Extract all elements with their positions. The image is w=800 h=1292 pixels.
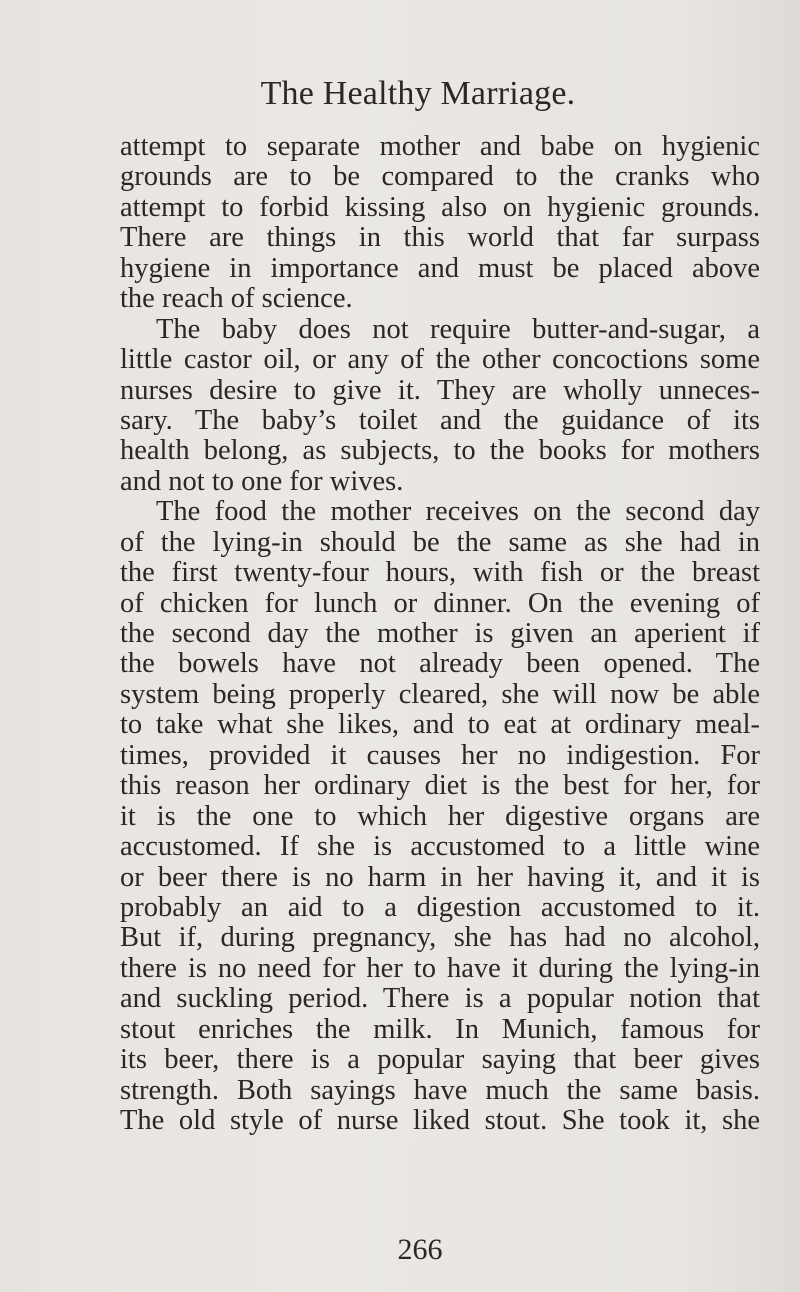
text-line: the second day the mother is given an aperient if bbox=[120, 618, 760, 649]
text-line: the reach of science. bbox=[120, 283, 353, 315]
text-line: it is the one to which her digestive organs are bbox=[120, 800, 760, 832]
text-line: But if, during pregnancy, she has had no alcohol, bbox=[120, 922, 760, 954]
text-line: sary. The baby’s toilet and the guidance of its bbox=[120, 404, 760, 436]
text-line: the first twenty-four hours, with fish or the breast bbox=[120, 557, 760, 589]
text-line: hygiene in importance and must be placed above bbox=[120, 252, 760, 284]
text-line: times, provided it causes her no indigestion. For bbox=[120, 739, 760, 771]
body-text bbox=[120, 132, 760, 1136]
text-line: nurses desire to give it. They are wholly unneces- bbox=[120, 374, 760, 406]
text-line: to take what she likes, and to eat at ordinary meal- bbox=[120, 709, 760, 741]
text-line: There are things in this world that far surpass bbox=[120, 222, 760, 254]
text-line: of the lying-in should be the same as she had in bbox=[120, 526, 760, 558]
text-line: little castor oil, or any of the other concoctions some bbox=[120, 344, 760, 376]
text-line: this reason her ordinary diet is the best for her, for bbox=[120, 770, 760, 802]
text-line: probably an aid to a digestion accustomed to it. bbox=[120, 891, 760, 923]
text-line: and not to one for wives. bbox=[120, 465, 404, 497]
text-line: The baby does not require butter-and-sugar, a bbox=[156, 313, 760, 345]
text-line: The food the mother receives on the second day bbox=[156, 496, 760, 528]
text-line: health belong, as subjects, to the books for mothers bbox=[120, 435, 760, 467]
text-line: grounds are to be compared to the cranks who bbox=[120, 161, 760, 193]
text-line: accustomed. If she is accustomed to a little wine bbox=[120, 831, 760, 863]
text-line: of chicken for lunch or dinner. On the evening of bbox=[120, 587, 760, 619]
text-line: its beer, there is a popular saying that beer gives bbox=[120, 1044, 760, 1076]
text-line: stout enriches the milk. In Munich, famous for bbox=[120, 1013, 760, 1045]
text-line: and suckling period. There is a popular notion that bbox=[120, 983, 760, 1015]
page-number: 266 bbox=[397, 1233, 443, 1266]
text-line: The old style of nurse liked stout. She took it, she bbox=[120, 1105, 760, 1136]
text-line: or beer there is no harm in her having it, and it is bbox=[120, 861, 760, 893]
text-line: the bowels have not already been opened. The bbox=[120, 648, 760, 680]
text-line: attempt to separate mother and babe on hygienic bbox=[120, 131, 760, 162]
running-header: The Healthy Marriage. bbox=[260, 75, 576, 112]
text-line: strength. Both sayings have much the same basis. bbox=[120, 1074, 760, 1106]
text-line: system being properly cleared, she will now be able bbox=[120, 678, 760, 710]
text-line: there is no need for her to have it during the lying-in bbox=[120, 952, 760, 984]
text-line: attempt to forbid kissing also on hygienic grounds. bbox=[120, 191, 760, 223]
